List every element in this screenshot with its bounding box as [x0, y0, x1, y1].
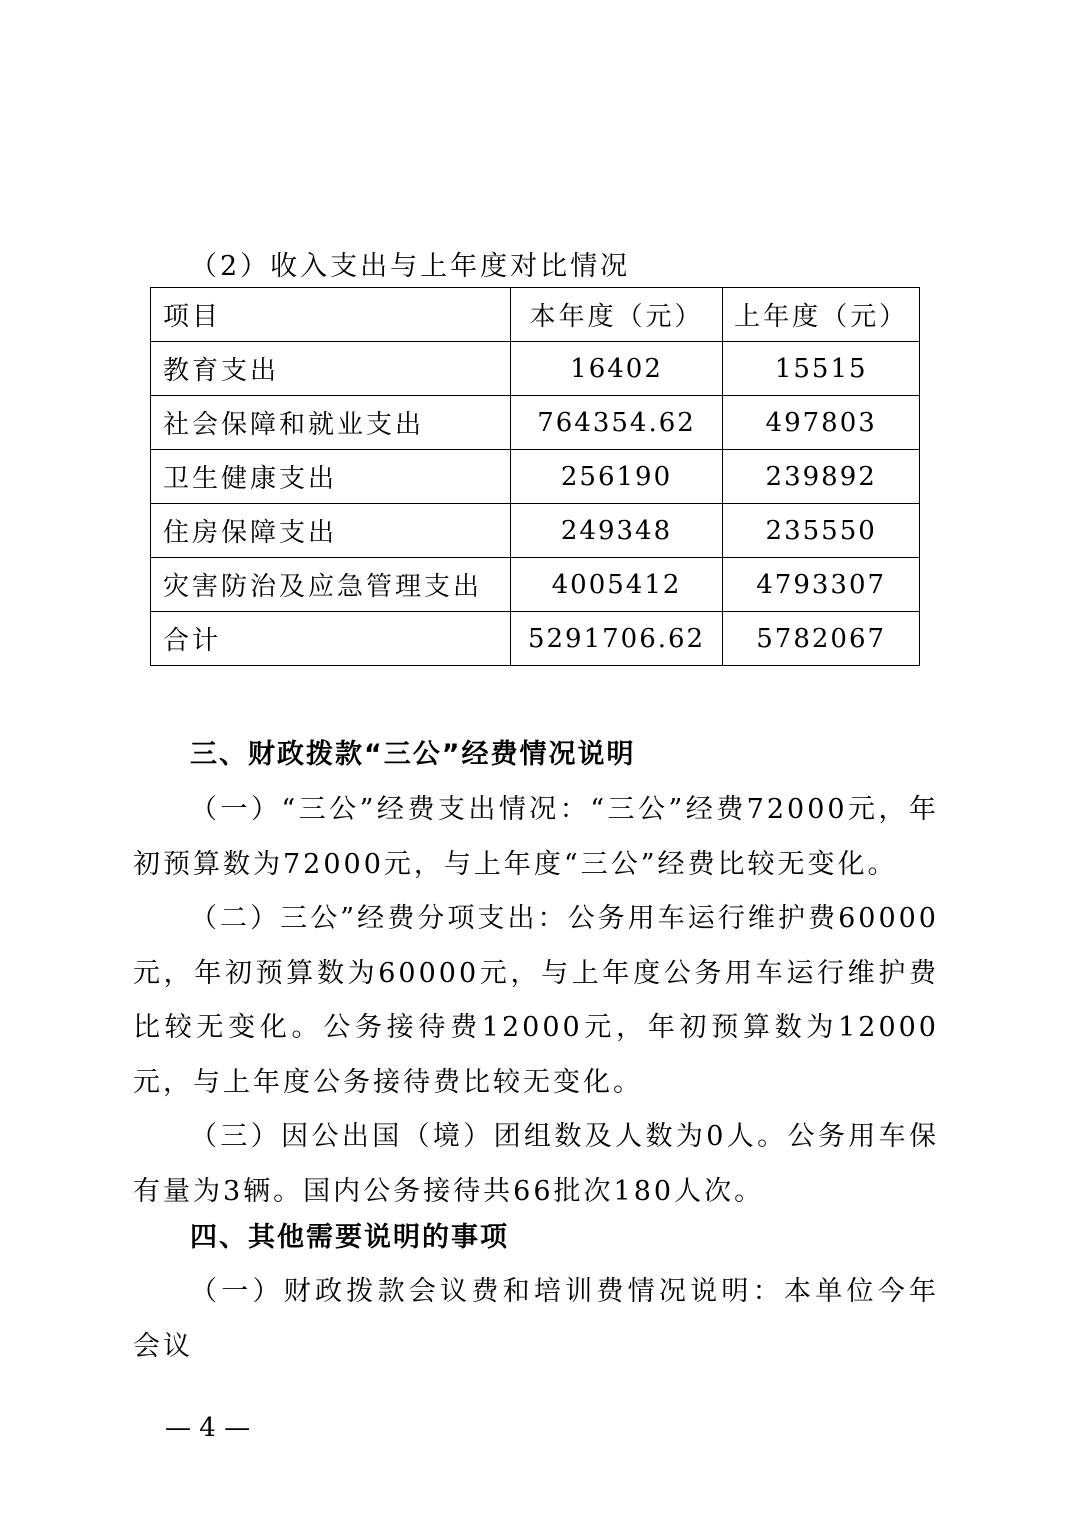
table-header-row: [151, 288, 920, 342]
header-current-year: 本年度（元）: [510, 288, 723, 342]
paragraph-sangong-breakdown: （二）三公”经费分项支出：公务用车运行维护费60000元，年初预算数为60000元，与上年度公务用车运行维护费比较无变化。公务接待费12000元，年初预算数为12000元，与上年度公务接待费比较无变化。: [133, 903, 939, 1098]
table-total-row: [151, 612, 920, 666]
row-current-value: 249348: [510, 504, 723, 558]
row-previous-value: 235550: [723, 504, 920, 558]
row-current-value: 16402: [510, 342, 723, 396]
paragraph-sangong-overview: （一）“三公”经费支出情况：“三公”经费72000元，年初预算数为72000元，与上年度“三公”经费比较无变化。: [133, 794, 939, 880]
section-sangong-body: [133, 783, 939, 1219]
section-heading-other-matters: 四、其他需要说明的事项: [190, 1222, 509, 1253]
header-item: 项目: [151, 288, 511, 342]
row-current-value: 256190: [510, 450, 723, 504]
row-current-value: 4005412: [510, 558, 723, 612]
row-item: 灾害防治及应急管理支出: [151, 558, 511, 612]
row-previous-value: 15515: [723, 342, 920, 396]
total-label: 合计: [151, 612, 511, 666]
table-row: [151, 342, 920, 396]
section-other-matters-body: [133, 1265, 939, 1374]
paragraph-meeting-training: （一）财政拨款会议费和培训费情况说明：本单位今年会议: [133, 1276, 939, 1362]
row-previous-value: 239892: [723, 450, 920, 504]
table-row: [151, 504, 920, 558]
row-item: 卫生健康支出: [151, 450, 511, 504]
page-number: — 4 —: [165, 1413, 251, 1443]
row-item: 社会保障和就业支出: [151, 396, 511, 450]
row-item: 教育支出: [151, 342, 511, 396]
table-row: [151, 558, 920, 612]
table-row: [151, 396, 920, 450]
total-current-value: 5291706.62: [510, 612, 723, 666]
table-caption: （2）收入支出与上年度对比情况: [190, 251, 631, 282]
row-item: 住房保障支出: [151, 504, 511, 558]
row-previous-value: 497803: [723, 396, 920, 450]
row-current-value: 764354.62: [510, 396, 723, 450]
comparison-table: [150, 287, 920, 666]
table-row: [151, 450, 920, 504]
section-heading-sangong: 三、财政拨款“三公”经费情况说明: [190, 739, 636, 770]
row-previous-value: 4793307: [723, 558, 920, 612]
paragraph-sangong-counts: （三）因公出国（境）团组数及人数为0人。公务用车保有量为3辆。国内公务接待共66批次180人次。: [133, 1121, 939, 1207]
total-previous-value: 5782067: [723, 612, 920, 666]
header-previous-year: 上年度（元）: [723, 288, 920, 342]
